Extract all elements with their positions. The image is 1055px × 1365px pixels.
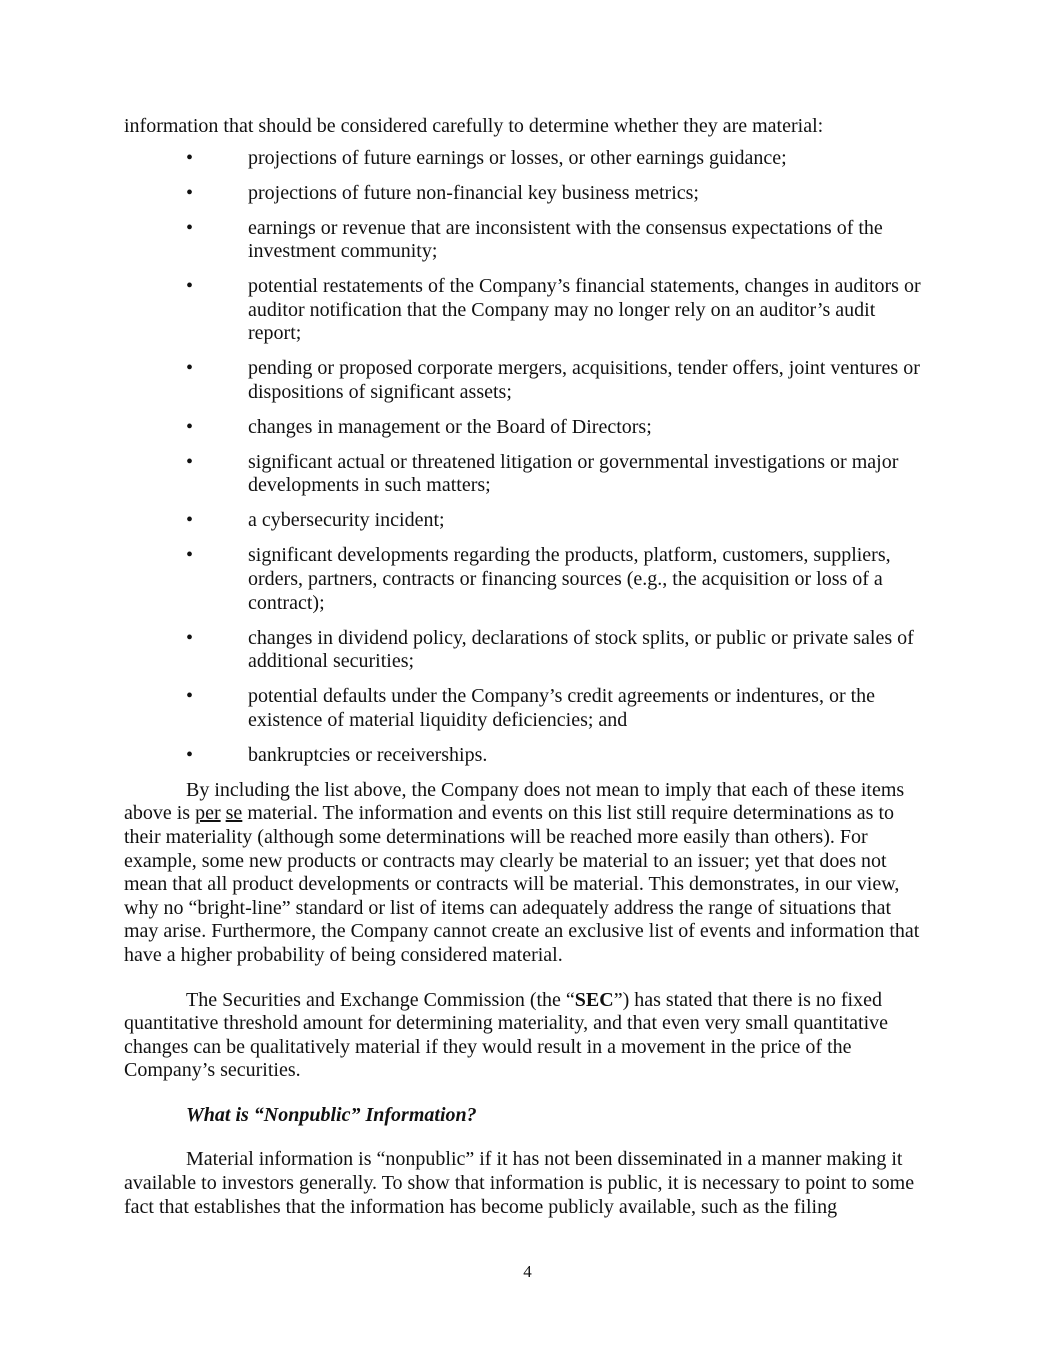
list-item-text: bankruptcies or receiverships. xyxy=(248,743,488,766)
list-item xyxy=(124,685,924,732)
list-item xyxy=(124,744,924,768)
list-item-text: projections of future non-financial key business metrics; xyxy=(248,181,699,204)
paragraph-text: By including the list above, the Company does not mean to imply that each of these items above is xyxy=(124,778,905,825)
list-item xyxy=(124,627,924,674)
bullet-icon: • xyxy=(186,357,194,380)
paragraph-sec xyxy=(124,989,924,1083)
material-info-list xyxy=(124,147,924,768)
list-item xyxy=(124,544,924,615)
list-item-text: pending or proposed corporate mergers, acquisitions, tender offers, joint ventures or dispositions of significant assets; xyxy=(248,357,920,403)
paragraph-text: material. The information and events on this list still require determinations as to their materiality (although some determinations will be reached more easily than others). For example, some new products or contracts may clearly be material to an issuer; yet that does not mean that all product developments or contracts will be material. This demonstrates, in our view, why no “bright-line” standard or list of items can adequately address the range of situations that may arise. Furthermore, the Company cannot create an exclusive list of events and information that have a higher probability of being considered material. xyxy=(124,802,920,966)
list-item xyxy=(124,275,924,346)
list-item-text: changes in dividend policy, declarations of stock splits, or public or private sales of additional securities; xyxy=(248,626,914,673)
bullet-icon: • xyxy=(186,415,194,438)
bullet-icon: • xyxy=(186,216,194,239)
per-text: per xyxy=(195,802,221,825)
bullet-icon: • xyxy=(186,509,194,532)
paragraph-list-disclaimer xyxy=(124,779,924,968)
sec-term: SEC xyxy=(574,988,614,1011)
list-item xyxy=(124,357,924,404)
bullet-icon: • xyxy=(186,450,194,473)
bullet-icon: • xyxy=(186,685,194,708)
list-item-text: potential restatements of the Company’s financial statements, changes in auditors or auditor notification that the Company may no longer rely on an auditor’s audit report; xyxy=(248,275,921,345)
bullet-icon: • xyxy=(186,626,194,649)
list-item-text: potential defaults under the Company’s credit agreements or indentures, or the existence of material liquidity deficiencies; and xyxy=(248,685,876,731)
list-item-text: significant developments regarding the products, platform, customers, suppliers, orders, partners, contracts or financing sources (e.g., the acquisition or loss of a contract); xyxy=(248,544,891,614)
bullet-icon: • xyxy=(186,181,194,204)
paragraph-text: ”) has stated that there is no fixed quantitative threshold amount for determining materiality, and that even very small quantitative changes can be qualitatively material if they would result in a movement in the price of the Company’s securities. xyxy=(124,988,889,1082)
section-heading: What is “Nonpublic” Information? xyxy=(186,1103,477,1126)
list-item-text: changes in management or the Board of Directors; xyxy=(248,415,652,438)
list-item xyxy=(124,509,924,533)
list-item xyxy=(124,416,924,440)
list-item xyxy=(124,451,924,498)
document-page xyxy=(124,115,924,1240)
paragraph-text: The Securities and Exchange Commission (the “ xyxy=(186,988,575,1011)
list-item-text: projections of future earnings or losses, or other earnings guidance; xyxy=(248,146,787,169)
list-item xyxy=(124,147,924,171)
paragraph-nonpublic: Material information is “nonpublic” if it has not been disseminated in a manner making it available to investors generally. To show that information is public, it is necessary to point to some fact that establishes that the information has become publicly available, such as the filing xyxy=(124,1148,915,1218)
list-item-text: significant actual or threatened litigation or governmental investigations or major developments in such matters; xyxy=(248,450,899,497)
bullet-icon: • xyxy=(186,146,194,169)
page-number: 4 xyxy=(523,1262,532,1281)
list-item xyxy=(124,182,924,206)
list-item-text: earnings or revenue that are inconsistent with the consensus expectations of the investment community; xyxy=(248,216,883,263)
bullet-icon: • xyxy=(186,544,194,567)
list-item-text: a cybersecurity incident; xyxy=(248,509,445,532)
list-item xyxy=(124,217,924,264)
bullet-icon: • xyxy=(186,743,194,766)
bullet-icon: • xyxy=(186,275,194,298)
se-text: se xyxy=(225,802,243,825)
intro-line: information that should be considered carefully to determine whether they are material: xyxy=(124,115,824,137)
